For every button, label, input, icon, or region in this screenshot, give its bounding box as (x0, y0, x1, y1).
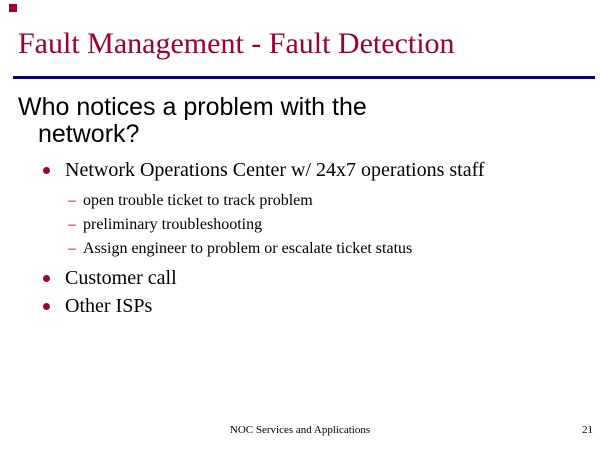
slide-title: Fault Management - Fault Detection (18, 27, 455, 60)
bullet-dot-icon (43, 303, 50, 310)
bullet-text: Assign engineer to problem or escalate ticket status (83, 240, 413, 257)
bullet-list (0, 158, 600, 318)
bullet-item (43, 158, 600, 182)
sub-bullet-item (68, 189, 600, 213)
bullet-text: Other ISPs (65, 295, 153, 317)
bullet-item (43, 294, 600, 318)
bullet-text: Customer call (65, 267, 177, 289)
dash-icon: – (68, 240, 76, 257)
bullet-text: preliminary troubleshooting (83, 216, 263, 233)
bullet-text: Network Operations Center w/ 24x7 operations staff (65, 159, 485, 181)
title-divider (13, 76, 595, 79)
bullet-dot-icon (43, 167, 50, 174)
footer-title: NOC Services and Applications (229, 424, 371, 436)
bullet-dot-icon (43, 275, 50, 282)
body-heading: Who notices a problem with the network? (18, 93, 367, 148)
bullet-text: open trouble ticket to track problem (83, 192, 313, 209)
dash-icon: – (68, 216, 76, 233)
sub-bullet-item (68, 213, 600, 237)
corner-accent-square-icon (9, 4, 17, 12)
bullet-item (43, 266, 600, 290)
sub-bullet-item (68, 237, 600, 261)
page-number: 21 (582, 424, 593, 436)
dash-icon: – (68, 192, 76, 209)
